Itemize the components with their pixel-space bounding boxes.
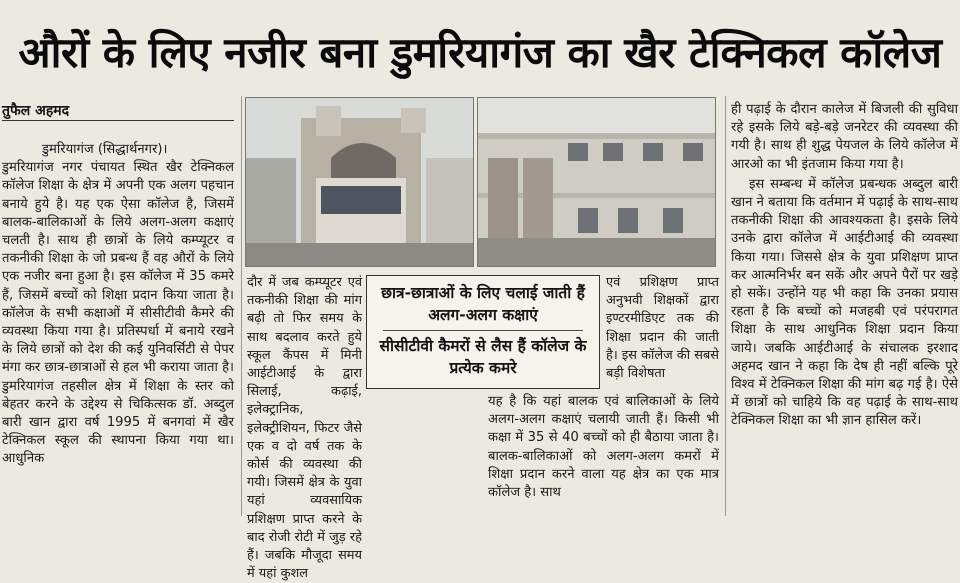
column-2 [247,274,362,582]
photo-gate [245,97,474,267]
dateline: डुमरियागंज (सिद्धार्थनगर)। [42,142,168,157]
photo-college-building [477,97,716,267]
column-3-upper [606,274,719,392]
column-3-lower-text: यह है कि यहां बालक एवं बालिकाओं के लिये अलग-अलग कक्षाएं चलायी जाती हैं। किसी भी कक्षा में 35 से 40 बच्चों को ही बैठाया जाता है। बालक-बालिकाओं को अलग-अलग कमरों में शिक्षा प्रदान करने वाला यह क्षेत्र का एक मात्र कॉलेज है। साथ [488,394,719,501]
column-4-text-a: ही पढ़ाई के दौरान कालेज में बिजली की सुविधा रहे इसके लिये बड़े-बड़े जनरेटर की व्यवस्था की गयी है। साथ ही शुद्ध पेयजल के लिये कॉलेज में आरओ का भी इंतजाम किया गया है। [731,102,958,172]
byline-rule [2,120,234,121]
column-3-lower [488,393,719,517]
column-1-text: डुमरियागंज नगर पंचायत स्थित खैर टेक्निकल कॉलेज शिक्षा के क्षेत्र में अपनी एक अलग पहचान बनाये हुये है। यह एक ऐसा कॉलेज है, जिसमें बालक-बालिकाओं के लिये अलग-अलग कक्षाएं चलती है। साथ ही छात्रों के लिये कम्प्यूटर व तकनीकी शिक्षा के जो प्रबन्ध हैं वह औरों के लिये एक नजीर बना हुआ है। इस कॉलेज में 35 कमरे हैं, जिसमें बच्चों को शिक्षा प्रदान किया जाता है। कॉलेज के सभी कक्षाओं में सीसीटीवी कैमरे की व्यवस्था किया गया है। प्रतिस्पर्धा में बनाये रखने के लिये छात्रों को देश की कई युनिवर्सिटी से पेपर मंगा कर छात्र-छात्राओं से हल भी कराया जाता है। डुमरियागंज तहसील क्षेत्र में शिक्षा के स्तर को बेहतर करने के उद्देश्य से चिकित्सक डॉ. अब्दुल बारी खान द्वारा वर्ष 1995 में बनगवां में खैर टेक्निकल स्कूल की स्थापना किया गया था। आधुनिक [2,160,234,467]
pull-quote-line-1: छात्र-छात्राओं के लिए चलाई जाती हैं अलग-अलग कक्षाएं [381,284,585,324]
headline: औरों के लिए नजीर बना डुमरियागंज का खैर टेक्निकल कॉलेज [18,28,942,77]
column-divider [725,96,726,516]
column-1 [2,141,234,519]
column-4 [731,101,958,517]
byline: तुफैल अहमद [2,103,70,119]
pull-quote [366,275,600,389]
column-2-text: दौर में जब कम्प्यूटर एवं तकनीकी शिक्षा की मांग बढ़ी तो फिर समय के साथ बदलाव करते हुये स्कूल कैंपस में मिनी आईटीआई के द्वारा सिलाई, कढ़ाई, इलेक्ट्रानिक, इलेक्ट्रीशियन, फिटर जैसे एक व दो वर्ष तक के कोर्स की व्यवस्था की गयी। जिसमें क्षेत्र के युवा यहां व्यवसायिक प्रशिक्षण प्राप्त करने के बाद रोजी रोटी में जुड़ रहे हैं। जबकि मौजूदा समय में यहां कुशल [247,275,362,582]
column-4-text-b: इस सम्बन्ध में कॉलेज प्रबन्धक अब्दुल बारी खान ने बताया कि वर्तमान में पढ़ाई के साथ-साथ तकनीकी शिक्षा की आवश्यकता है। इसके लिये उनके द्वारा कॉलेज में आईटीआई की व्यवस्था किया गया। जिससे क्षेत्र के युवा प्रशिक्षण प्राप्त कर आत्मनिर्भर बन सकें और अपने पैरों पर खड़े हो सकें। उन्होंने यह भी कहा कि उनका प्रयास रहता है कि बच्चों को मजहबी एवं परंपरागत शिक्षा के साथ आधुनिक शिक्षा प्रदान किया जाये। जबकि आईटीआई के संचालक इरशाद अहमद खान ने कहा कि देष ही नहीं बल्कि पूरे विश्व में टेक्निकल शिक्षा की मांग बढ़ गई है। ऐसे में छात्रों को चाहिये कि वह पढ़ाई के साथ-साथ टेक्निकल शिक्षा का भी ज्ञान हासिल करें। [731,176,958,429]
column-3-upper-text: एवं प्रशिक्षण प्राप्त अनुभवी शिक्षकों द्वारा इण्टरमीडिएट तक की शिक्षा प्रदान की जाती है। इस कॉलेज की सबसे बड़ी विशेषता [606,275,719,382]
column-divider [241,96,242,516]
pull-quote-divider [383,330,583,331]
pull-quote-line-2: सीसीटीवी कैमरों से लैस हैं कॉलेज के प्रत्येक कमरे [379,337,587,377]
